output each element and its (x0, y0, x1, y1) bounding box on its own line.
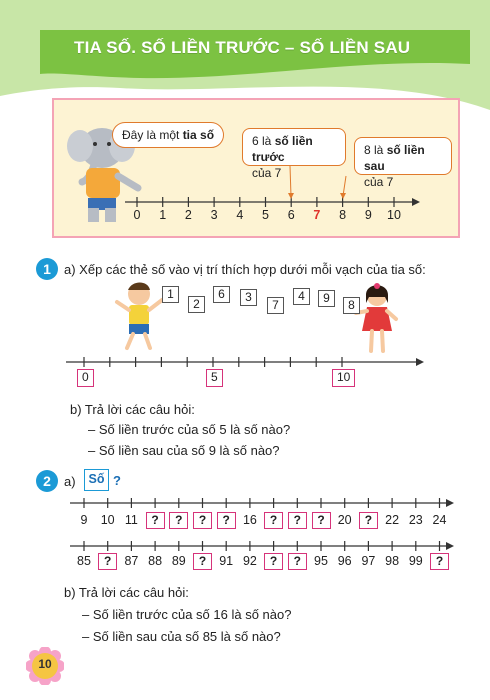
page-number: 10 (38, 657, 52, 671)
ex2-line2-answer-box[interactable]: ? (288, 553, 307, 570)
bubble-main-bold: tia số (182, 128, 215, 142)
number-card[interactable]: 7 (267, 297, 284, 314)
ex2-line1-number: 16 (242, 513, 257, 527)
intro-tick-label: 4 (236, 208, 244, 222)
number-card[interactable]: 4 (293, 288, 310, 305)
intro-tick-label: 5 (262, 208, 269, 222)
intro-tick-label: 2 (184, 208, 192, 222)
ex2-line2-answer-box[interactable]: ? (264, 553, 283, 570)
intro-tick-label: 6 (287, 208, 295, 222)
intro-tick-label: 3 (210, 208, 218, 222)
ex2-line1-answer-box[interactable]: ? (288, 512, 307, 529)
bubble-before-prefix: 6 là (252, 134, 275, 148)
exercise-2-question-1: – Số liền trước của số 16 là số nào? (82, 607, 292, 622)
bubble-before-line2: của 7 (252, 166, 282, 180)
exercise-2-question-2: – Số liền sau của số 85 là số nào? (82, 629, 281, 644)
exercise-1-question-2: – Số liền sau của số 9 là số nào? (88, 443, 280, 458)
ex2-line2-number: 85 (77, 554, 91, 568)
intro-tick-label: 10 (387, 208, 401, 222)
ex2-line1-answer-box[interactable]: ? (312, 512, 331, 529)
exercise-2-part-b: b) Trả lời các câu hỏi: (64, 585, 189, 600)
ex2-line2-number: 95 (314, 554, 328, 568)
page-title: TIA SỐ. SỐ LIỀN TRƯỚC – SỐ LIỀN SAU (74, 38, 411, 57)
ex2-line1-number: 11 (124, 513, 138, 527)
ex2-line2-answer-box[interactable]: ? (98, 553, 117, 570)
bubble-main-text: Đây là một (122, 128, 183, 142)
ex2-line1-answer-box[interactable]: ? (264, 512, 283, 529)
number-card[interactable]: 6 (213, 286, 230, 303)
number-card[interactable]: 1 (162, 286, 179, 303)
number-card[interactable]: 3 (240, 289, 257, 306)
ex2-line2-number: 99 (408, 554, 423, 568)
bubble-after-line2: của 7 (364, 175, 394, 189)
ex2-line2-number: 87 (124, 554, 139, 568)
intro-tick-label: 9 (364, 208, 372, 222)
ex2-line1-answer-box[interactable]: ? (359, 512, 378, 529)
ex2-line2-answer-box[interactable]: ? (430, 553, 449, 570)
ex1-given-number: 10 (332, 369, 355, 387)
ex2-line1-number: 9 (80, 513, 88, 527)
intro-tick-label: 1 (159, 208, 167, 222)
ex2-line1-answer-box[interactable]: ? (217, 512, 236, 529)
ex2-line2-answer-box[interactable]: ? (193, 553, 212, 570)
intro-tick-label: 7 (313, 208, 321, 222)
ex2-line1-answer-box[interactable]: ? (169, 512, 188, 529)
ex2-line1-answer-box[interactable]: ? (146, 512, 165, 529)
ex1-given-number: 5 (206, 369, 223, 387)
ex2-line2-number: 89 (171, 554, 186, 568)
ex2-line2-number: 92 (242, 554, 257, 568)
ex2-line1-number: 20 (337, 513, 352, 527)
intro-tick-label: 0 (133, 208, 141, 222)
ex2-line2-number: 97 (361, 554, 376, 568)
ex2-line2-number: 91 (219, 554, 234, 568)
exercise-2-part-a: a) (64, 474, 76, 489)
ex2-line1-number: 24 (432, 513, 447, 527)
ex2-line2-number: 96 (337, 554, 352, 568)
ex2-line2-number: 98 (385, 554, 400, 568)
intro-tick-label: 8 (339, 208, 347, 222)
exercise-1-part-b: b) Trả lời các câu hỏi: (70, 402, 195, 417)
exercise-2-badge: 2 (36, 470, 58, 492)
ex2-line1-number: 10 (100, 513, 115, 527)
exercise-1-question-1: – Số liền trước của số 5 là số nào? (88, 422, 291, 437)
number-card[interactable]: 2 (188, 296, 205, 313)
ex2-line1-number: 23 (408, 513, 423, 527)
bubble-before-bold: số liền trước (252, 134, 313, 164)
ex2-line2-number: 88 (148, 554, 163, 568)
ex2-line1-answer-box[interactable]: ? (193, 512, 212, 529)
number-card[interactable]: 8 (343, 297, 360, 314)
ex1-given-number: 0 (77, 369, 94, 387)
exercise-1-badge: 1 (36, 258, 58, 280)
so-question-mark: ? (113, 473, 121, 488)
so-box: Số (84, 469, 109, 491)
bubble-after-prefix: 8 là (364, 143, 387, 157)
bubble-after-bold: số liền sau (364, 143, 425, 173)
exercise-1-part-a: a) Xếp các thẻ số vào vị trí thích hợp dưới mỗi vạch của tia số: (64, 262, 426, 277)
number-card[interactable]: 9 (318, 290, 335, 307)
ex2-line1-number: 22 (385, 513, 400, 527)
